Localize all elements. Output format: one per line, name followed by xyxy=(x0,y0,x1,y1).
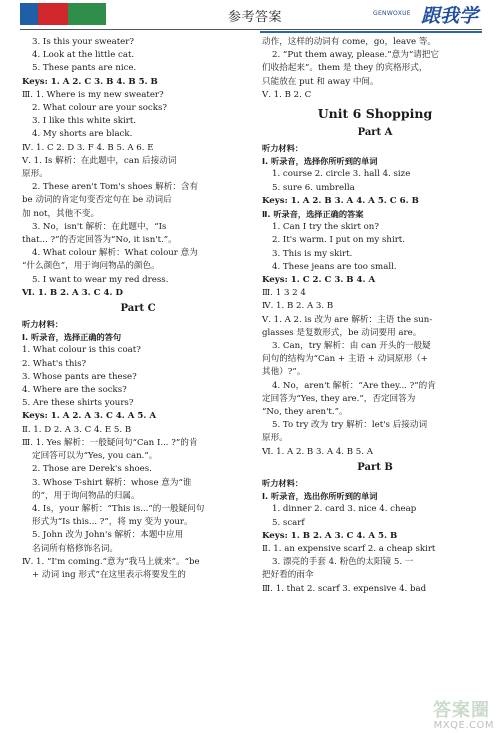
answer-line: glasses 是复数形式，be 动词要用 are。 xyxy=(262,327,422,338)
answer-line: 原形。 xyxy=(22,169,48,180)
answer-line: 名词所有格修饰名词。 xyxy=(32,543,118,554)
answer-line: Keys: 1. A 2. B 3. A 4. A 5. C 6. B xyxy=(262,195,419,206)
exercise-heading: Ⅱ. 听录音，选择正确的答案 xyxy=(262,209,364,220)
exercise-heading: 听力材料： xyxy=(262,477,303,488)
answer-line: Ⅵ. 1. A 2. B 3. A 4. B 5. A xyxy=(262,446,373,457)
answer-line: Ⅲ. 1. Yes 解析：一般疑问句“Can I... ?”的肯 xyxy=(22,437,198,448)
brand-latin: GENWOXUE xyxy=(373,10,411,17)
answer-line: 1. course 2. circle 3. hall 4. size xyxy=(272,169,411,180)
answer-line: 5. John 改为 John's 解析：本题中应用 xyxy=(32,530,184,541)
watermark-url: MXQE.COM xyxy=(433,720,494,731)
answer-line: 把好看的雨伞 xyxy=(262,570,314,581)
answer-line: + 动词 ing 形式”在这里表示将要发生的 xyxy=(32,569,186,580)
answer-line: Ⅲ. 1 3 2 4 xyxy=(262,288,306,299)
answer-line: 2. “Put them away, please.”意为“请把它 xyxy=(272,50,440,61)
exercise-heading: Ⅰ. 听录音，选择正确的答句 xyxy=(22,332,122,343)
answer-line: 定回答可以为“Yes, you can.”。 xyxy=(32,451,158,462)
exercise-heading: Ⅰ. 听录音，选择你所听到的单词 xyxy=(262,156,378,167)
answer-line: 只能放在 put 和 away 中间。 xyxy=(262,76,379,87)
answer-line: Ⅳ. 1. B 2. A 3. B xyxy=(262,301,334,312)
answer-line: 5. To try 改为 try 解析：let's 后接动词 xyxy=(272,420,428,431)
answer-line: 5. I want to wear my red dress. xyxy=(32,274,169,285)
answer-line: Ⅲ. 1. Where is my new sweater? xyxy=(22,89,164,100)
answer-line: Ⅵ. 1. B 2. A 3. C 4. D xyxy=(22,287,123,298)
answer-line: 其他）?”。 xyxy=(262,367,306,378)
answer-line: 形式为“Is this... ?”，将 my 变为 your。 xyxy=(32,517,193,528)
answer-line: “什么颜色”，用于询问物品的颜色。 xyxy=(22,261,160,272)
answer-line: Ⅴ. 1. Is 解析：在此题中，can 后接动词 xyxy=(22,155,177,166)
answer-line: 动作，这样的动词有 come，go，leave 等。 xyxy=(262,37,436,47)
answer-line: 原形。 xyxy=(262,433,288,444)
answer-line: 1. What colour is this coat? xyxy=(22,345,141,356)
answer-line: 1. dinner 2. card 3. nice 4. cheap xyxy=(272,504,417,515)
answer-line: 5. These pants are nice. xyxy=(32,63,137,74)
section-heading: Part C xyxy=(120,303,156,315)
answer-line: Ⅳ. 1. “I'm coming.”意为“我马上就来”。“be xyxy=(22,556,200,567)
answer-line: Keys: 1. A 2. A 3. C 4. A 5. A xyxy=(22,411,157,422)
answer-line: be 动词的肯定句变否定句在 be 动词后 xyxy=(22,195,172,206)
answer-line: 们收拾起来”。them 是 they 的宾格形式， xyxy=(262,63,428,74)
answer-line: Ⅴ. 1. A 2. is 改为 are 解析：主语 the sun- xyxy=(262,314,433,325)
answer-line: 3. Can，try 解析：由 can 开头的一般疑 xyxy=(272,341,431,352)
exercise-heading: 听力材料： xyxy=(262,143,303,154)
answer-line: 2. What's this? xyxy=(22,358,87,369)
answer-line: 的”，用于询问物品的归属。 xyxy=(32,490,140,501)
answer-line: 5. sure 6. umbrella xyxy=(272,182,355,193)
watermark-logo: 答案圈 xyxy=(433,700,490,721)
answer-line: 3. Whose pants are these? xyxy=(22,371,137,382)
answer-line: 3. 漂亮的手套 4. 粉色的太阳镜 5. 一 xyxy=(272,557,414,568)
answer-line: 加 not，其他不变。 xyxy=(22,208,100,219)
answer-line: 1. Can I try the skirt on? xyxy=(272,222,379,233)
answer-line: 4. My shorts are black. xyxy=(32,129,133,140)
answer-line: 3. No，isn't 解析：在此题中，“Is xyxy=(32,221,167,232)
answer-line: 4. Is，your 解析：“This is...”的一般疑问句 xyxy=(32,503,205,514)
answer-line: Ⅴ. 1. B 2. C xyxy=(262,89,312,100)
header-color-bars xyxy=(20,3,106,25)
unit-heading: Unit 6 Shopping xyxy=(317,106,433,122)
section-heading: Part A xyxy=(357,127,393,139)
answer-line: 3. Whose T-shirt 解析：whose 意为“谁 xyxy=(32,477,192,488)
watermark xyxy=(408,696,500,733)
green-bar xyxy=(68,3,106,25)
answer-line: Keys: 1. B 2. A 3. C 4. A 5. B xyxy=(262,530,398,541)
exercise-heading: 听力材料： xyxy=(22,319,63,330)
answer-line: “No, they aren't.”。 xyxy=(262,407,348,418)
answer-line: 5. Are these shirts yours? xyxy=(22,398,134,409)
answer-line: Ⅱ. 1. D 2. A 3. C 4. E 5. B xyxy=(22,424,132,435)
brand-logo: 跟我学 xyxy=(421,5,479,27)
answer-line: 2. Those are Derek's shoes. xyxy=(32,464,152,475)
exercise-heading: Ⅰ. 听录音，选出你所听到的单词 xyxy=(262,491,378,502)
answer-line: 4. What colour 解析：What colour 意为 xyxy=(32,248,198,259)
answer-line: 2. What colour are your socks? xyxy=(32,103,167,114)
answer-line: that... ?”的否定回答为“No, it isn't.”。 xyxy=(22,235,177,246)
answer-line: Ⅳ. 1. C 2. D 3. F 4. B 5. A 6. E xyxy=(22,142,154,153)
answer-line: 3. Is this your sweater? xyxy=(32,37,134,47)
answer-line: 2. These aren't Tom's shoes 解析：含有 xyxy=(32,182,199,193)
section-heading: Part B xyxy=(357,461,393,473)
answer-line: 3. This is my skirt. xyxy=(272,248,353,259)
header-divider xyxy=(20,29,482,30)
answer-line: Ⅱ. 1. an expensive scarf 2. a cheap skirt xyxy=(262,543,436,554)
blue-bar xyxy=(20,3,38,25)
answer-line: 4. No，aren't 解析：“Are they... ?”的肯 xyxy=(272,380,436,391)
left-column xyxy=(22,36,254,582)
red-bar xyxy=(38,3,68,25)
answer-line: 4. Look at the little cat. xyxy=(32,50,135,61)
header-accent-divider xyxy=(260,31,482,33)
page-title: 参考答案 xyxy=(228,10,283,25)
answer-line: 2. It's warm. I put on my shirt. xyxy=(272,235,405,246)
answer-line: 4. Where are the socks? xyxy=(22,385,127,396)
answer-line: 问句的结构为“Can + 主语 + 动词原形（+ xyxy=(262,354,428,365)
answer-line: 4. These jeans are too small. xyxy=(272,261,397,272)
answer-line: Keys: 1. A 2. C 3. B 4. B 5. B xyxy=(22,76,158,87)
answer-line: Ⅲ. 1. that 2. scarf 3. expensive 4. bad xyxy=(262,583,427,594)
answer-line: 定回答为“Yes, they are.”，否定回答为 xyxy=(262,393,416,404)
right-column xyxy=(262,36,488,596)
answer-line: Keys: 1. C 2. C 3. B 4. A xyxy=(262,275,376,286)
answer-line: 3. I like this white skirt. xyxy=(32,116,137,127)
page-header xyxy=(0,0,500,32)
answer-line: 5. scarf xyxy=(272,517,305,528)
